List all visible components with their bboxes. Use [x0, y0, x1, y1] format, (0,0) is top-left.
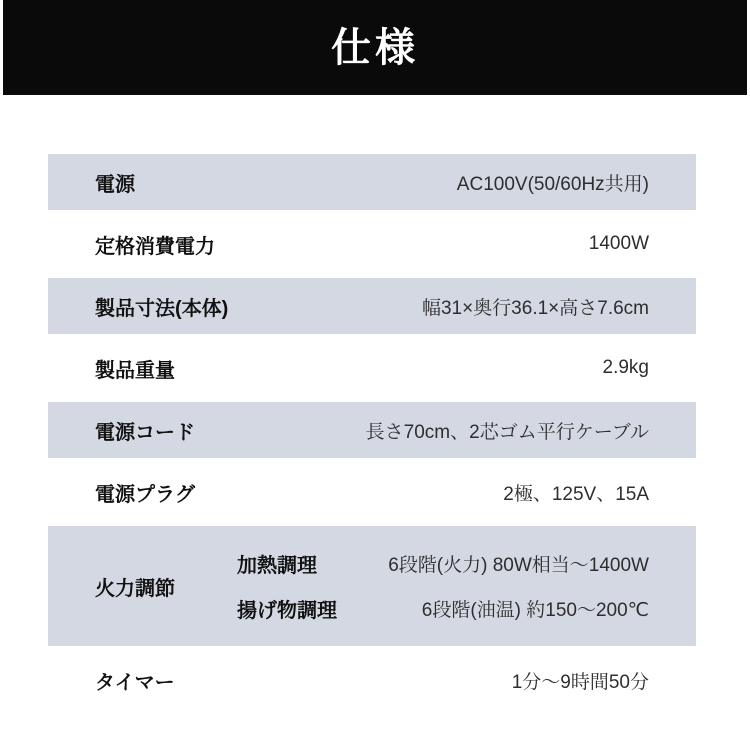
row-label: 定格消費電力 — [95, 235, 215, 258]
row-value: 長さ70cm、2芯ゴム平行ケーブル — [365, 421, 649, 443]
table-row-power-cord — [48, 402, 696, 458]
sub-row-label: 加熱調理 — [237, 554, 317, 577]
spec-table — [48, 154, 696, 714]
sub-row-label: 揚げ物調理 — [237, 600, 337, 623]
table-row-power — [48, 154, 696, 210]
section-header-banner — [3, 0, 747, 95]
row-label: 製品重量 — [95, 359, 175, 382]
row-value: AC100V(50/60Hz共用) — [456, 173, 649, 195]
page-title: 仕様 — [331, 25, 419, 70]
table-row-timer — [48, 646, 696, 714]
row-label: 電源コード — [95, 421, 195, 444]
row-value: 2極、125V、15A — [503, 483, 649, 505]
table-row-weight — [48, 334, 696, 402]
sub-row-value: 6段階(油温) 約150～200℃ — [421, 600, 649, 622]
row-value: 1分～9時間50分 — [511, 671, 649, 693]
row-group-label: 火力調節 — [95, 577, 175, 600]
table-row-heat-control — [48, 526, 696, 646]
sub-row-value: 6段階(火力) 80W相当～1400W — [388, 554, 649, 576]
table-row-power-plug — [48, 458, 696, 526]
row-label: タイマー — [95, 671, 175, 694]
sub-row-heating — [237, 549, 649, 578]
sub-row-frying — [237, 594, 649, 623]
heat-control-sub-rows — [237, 526, 649, 646]
row-value: 1400W — [588, 233, 649, 254]
table-row-dimensions — [48, 278, 696, 334]
row-label: 電源プラグ — [95, 483, 195, 506]
row-label: 製品寸法(本体) — [95, 297, 229, 320]
row-label: 電源 — [95, 173, 135, 196]
table-row-rated-power — [48, 210, 696, 278]
row-value: 2.9kg — [602, 357, 649, 378]
row-value: 幅31×奥行36.1×高さ7.6cm — [421, 297, 649, 319]
